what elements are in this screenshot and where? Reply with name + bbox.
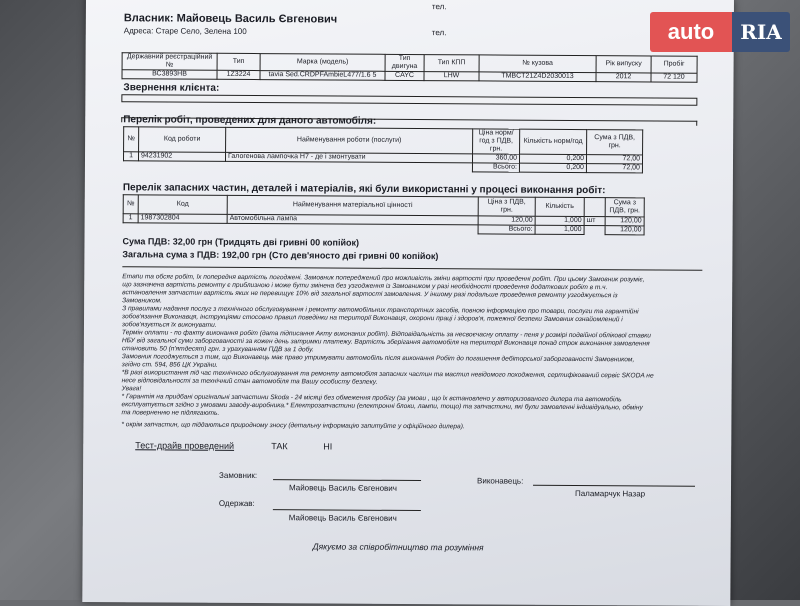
vehicle-type: 1Z3224 [217, 70, 260, 79]
executor-signature-line [533, 485, 695, 487]
works-header-cell: № [124, 127, 139, 152]
works-header-cell: Ціна норм/год з ПДВ, грн. [473, 129, 520, 154]
parts-row-price: 120,00 [478, 216, 535, 225]
executor-label: Виконавець: [477, 476, 524, 486]
work-order-document [82, 0, 734, 606]
vehicle-mileage: 72 120 [651, 73, 697, 82]
client-request-box [121, 94, 697, 106]
parts-header-cell: Сума з ПДВ, грн. [605, 198, 644, 217]
vehicle-engine: CAYC [385, 71, 424, 80]
parts-total-qty: 1,000 [535, 225, 584, 234]
parts-row-no: 1 [123, 214, 138, 223]
works-total-row [123, 161, 642, 173]
auto-ria-logo[interactable] [650, 12, 790, 52]
test-drive-label: Тест-драйв проведений [135, 440, 235, 451]
works-row-price: 360,00 [472, 154, 519, 163]
vehicle-plate: ВС3893НВ [122, 70, 217, 80]
terms-line: що зазначена вартість ремонту є приблизною і може бути змінена без узгодження із Замовником у разі необхідності проведення додаткових робіт в т.ч. [122, 281, 608, 292]
works-row-code: 94231902 [138, 152, 225, 162]
parts-total-label: Всього: [478, 225, 535, 234]
parts-header-cell: № [123, 195, 138, 214]
owner-name: Власник: Майовець Василь Євгенович [123, 12, 338, 26]
parts-row-code: 1987302804 [138, 214, 227, 224]
terms-line: зобов'язується їх виконувати. [121, 321, 217, 329]
customer-signature-line [273, 479, 421, 481]
works-title: Перелік робіт, проведених для даного автомобіля: [123, 114, 377, 127]
terms-block [121, 266, 702, 433]
terms-line: експлуатується згідно з умовами заводу-виробника.* Електрозапчастини (електронні блоки, лампи, тощо) та запчастини, які були замовленні індивідуально, обміну [121, 401, 643, 412]
parts-header-cell: Найменування матеріальної цінності [227, 195, 478, 216]
terms-line: встановлення запчастин вартість яких не перевищує 10% від загальної вартості замовлення. У іншому разі подальше проведення ремонту узгоджується із [122, 289, 618, 300]
vehicle-header-cell: Тип двигуна [385, 54, 424, 71]
parts-title: Перелік запасних частин, деталей і матеріалів, які були використанні у процесі виконання робіт: [122, 182, 606, 197]
terms-line: Увага! [121, 385, 142, 393]
works-row-sum: 72,00 [586, 155, 642, 164]
terms-line: становить 50 (п'ятдесят) грн. з урахуванням ПДВ за 1 добу. [121, 345, 314, 354]
received-label: Одержав: [218, 498, 255, 509]
terms-line: несе відповідальності за технічний стан автомобіля та Вашу особисту безпеку. [121, 377, 378, 386]
terms-line: * Гарантія на придбані оригінальні запчастини Skoda - 24 місяці без обмеження пробігу (за умови , що їх встановлено у авторизованого дилера та автомобіль [121, 393, 622, 404]
customer-label: Замовник: [219, 470, 258, 481]
received-name: Майовець Василь Євгенович [288, 513, 397, 523]
terms-line: Замовник погоджується з тим, що Виконавець має право утримувати автомобіль після виконання Робіт до погашення дебіторської заборгованості Замовником, [121, 353, 635, 364]
works-total-sum: 72,00 [586, 164, 642, 173]
customer-name: Майовець Василь Євгенович [288, 483, 397, 493]
vehicle-table [121, 52, 697, 83]
works-row-qty: 0,200 [519, 154, 586, 163]
client-request-title: Звернення клієнта: [123, 82, 220, 94]
vehicle-header-cell: Державний реєстраційний № [122, 53, 217, 71]
vat-total: Сума ПДВ: 32,00 грн (Тридцять дві гривні 00 копійок) [122, 236, 360, 248]
parts-table [123, 194, 645, 235]
test-drive-yes[interactable]: ТАК [271, 441, 288, 452]
vehicle-header-cell: Тип КПП [424, 55, 479, 72]
works-table [123, 126, 643, 173]
terms-line: та поверненню не підлягають. [121, 409, 220, 417]
parts-row-unit: шт [584, 217, 605, 226]
thanks-text: Дякуємо за співробітництво та розуміння [312, 541, 484, 553]
vehicle-header-cell: № кузова [479, 55, 596, 73]
vehicle-header-cell: Марка (модель) [260, 54, 385, 72]
executor-name: Паламарчук Назар [574, 488, 646, 499]
terms-line: Етапи та обсяг робіт, їх попередня вартість погоджені. Замовник попереджений про можливість зміни вартості при проведенні робіт. При цьому Замовник розуміє, [122, 273, 645, 284]
parts-row-qty: 1,000 [535, 216, 584, 225]
received-signature-line [273, 509, 421, 511]
terms-line: НБУ від загальної суми заборгованості за кожен день затримки платежу. Вартість зберігання автомобіля на території Виконавця понад строк виконання замовлення [121, 337, 650, 348]
phone-label: тел. [431, 28, 447, 38]
parts-total-sum: 120,00 [605, 226, 644, 235]
grand-total: Загальна сума з ПДВ: 192,00 грн (Сто дев'яносто дві гривні 00 копійок) [122, 249, 439, 262]
works-row-no: 1 [123, 152, 138, 161]
terms-line: Замовником. [122, 297, 162, 305]
works-header-cell: Код роботи [139, 127, 226, 153]
terms-line: * окрім запчастин, що піддаються природному зносу (детальну інформацію запитуйте у офіційного дилера). [121, 421, 465, 431]
terms-line: *В разі використання під час технічного обслуговування та ремонту автомобіля запасних частин та мастил невідомого походження, сертифікований сервіс SKODA не [121, 369, 654, 380]
works-total-label: Всього: [472, 163, 519, 172]
terms-line: Термін оплати - по факту виконання робіт (дата підписання Акту виконаних робіт). Відповідальність за несвоєчасну оплату - пеня у розмірі подвійної облікової ставки [121, 329, 651, 340]
parts-header-cell: Ціна з ПДВ, грн. [478, 197, 535, 216]
works-total-qty: 0,200 [519, 163, 586, 172]
vehicle-header-cell: Тип [217, 53, 260, 70]
test-drive-no[interactable]: НІ [323, 441, 333, 452]
vehicle-vin: TMBCT21Z4D2030013 [479, 72, 596, 82]
logo-auto-text: auto [650, 12, 732, 52]
logo-ria-text: RIA [732, 12, 790, 52]
phone-label-top: тел. [431, 2, 447, 12]
vehicle-model: tavia Sed.CRDPFAmbieL477/1.6 5 [260, 71, 385, 81]
parts-header-cell: Код [138, 195, 227, 215]
terms-line: зобов'язання Виконавця, інструкціями стосовно правил поведінки на території Виконавця, охорони праці і здоров'я, пожежної безпеки Замовник ознайомлений і [122, 313, 623, 324]
terms-line: З правилами надання послуг з технічного обслуговування і ремонту автомобільних транспортних засобів, повною інформацією про товари, послуги та гарантійні [122, 305, 639, 316]
parts-row-sum: 120,00 [605, 217, 644, 226]
works-header-cell: Кількість норм/год [520, 129, 587, 154]
parts-header-cell [584, 198, 605, 217]
works-header-cell: Найменування роботи (послуги) [226, 127, 473, 154]
works-row-name: Галогенова лампочка Н7 - де і змонтувати [225, 152, 472, 163]
works-header-row [124, 127, 643, 155]
vehicle-gearbox: LHW [424, 72, 479, 81]
parts-header-cell: Кількість [535, 197, 584, 216]
vehicle-header-cell: Пробіг [651, 56, 697, 73]
vehicle-year: 2012 [596, 73, 651, 82]
works-header-cell: Сума з ПДВ, грн. [587, 130, 643, 155]
owner-address: Адреса: Старе Село, Зелена 100 [123, 26, 247, 36]
vehicle-header-cell: Рік випуску [596, 56, 651, 73]
parts-row-name: Автомобільна лампа [227, 214, 478, 225]
terms-line: згідно ст. 594, 856 ЦК України. [121, 361, 218, 369]
